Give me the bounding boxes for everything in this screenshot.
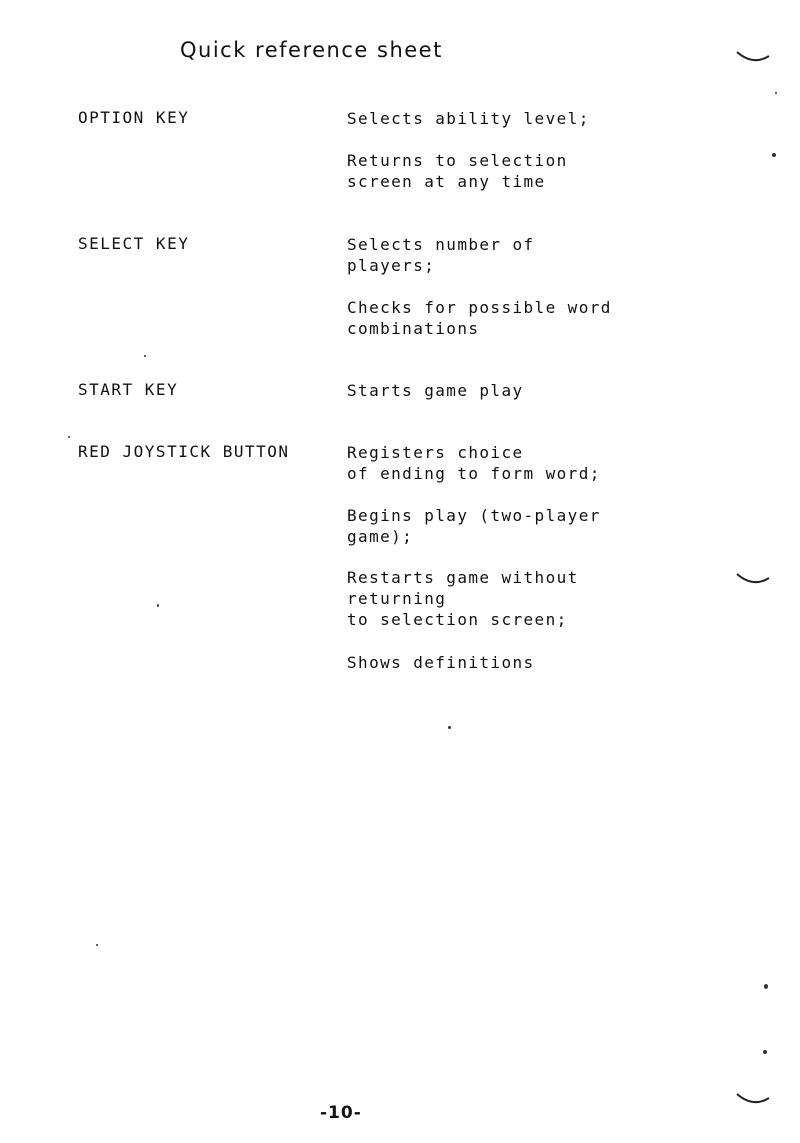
key-name-red-joystick-button: RED JOYSTICK BUTTON [78,442,290,461]
scan-speck [157,604,159,607]
scan-speck [764,984,768,989]
key-description: Checks for possible word combinations [347,298,612,338]
key-description: Starts game play [347,381,524,400]
key-description: Returns to selection screen at any time [347,151,568,191]
key-description: Selects number of players; [347,235,535,275]
binding-mark [735,1090,771,1110]
binding-mark [735,570,771,590]
scan-speck [763,1050,767,1054]
scan-speck [68,436,70,438]
key-name-select: SELECT KEY [78,234,190,253]
key-name-option: OPTION KEY [78,108,190,127]
key-name-start: START KEY [78,380,179,399]
scan-speck [775,92,777,94]
key-description: Registers choice of ending to form word; [347,443,601,483]
page-title: Quick reference sheet [180,38,443,62]
key-description: Shows definitions [347,653,535,672]
page-number: -10- [320,1103,362,1123]
binding-mark [735,48,771,68]
key-description: Selects ability level; [347,109,590,128]
scan-speck [772,153,776,157]
scan-speck [96,944,98,946]
key-description: Restarts game without returning to selection screen; [347,568,579,629]
key-description: Begins play (two-player game); [347,506,601,546]
scan-speck [448,726,451,729]
scan-speck [144,355,146,357]
